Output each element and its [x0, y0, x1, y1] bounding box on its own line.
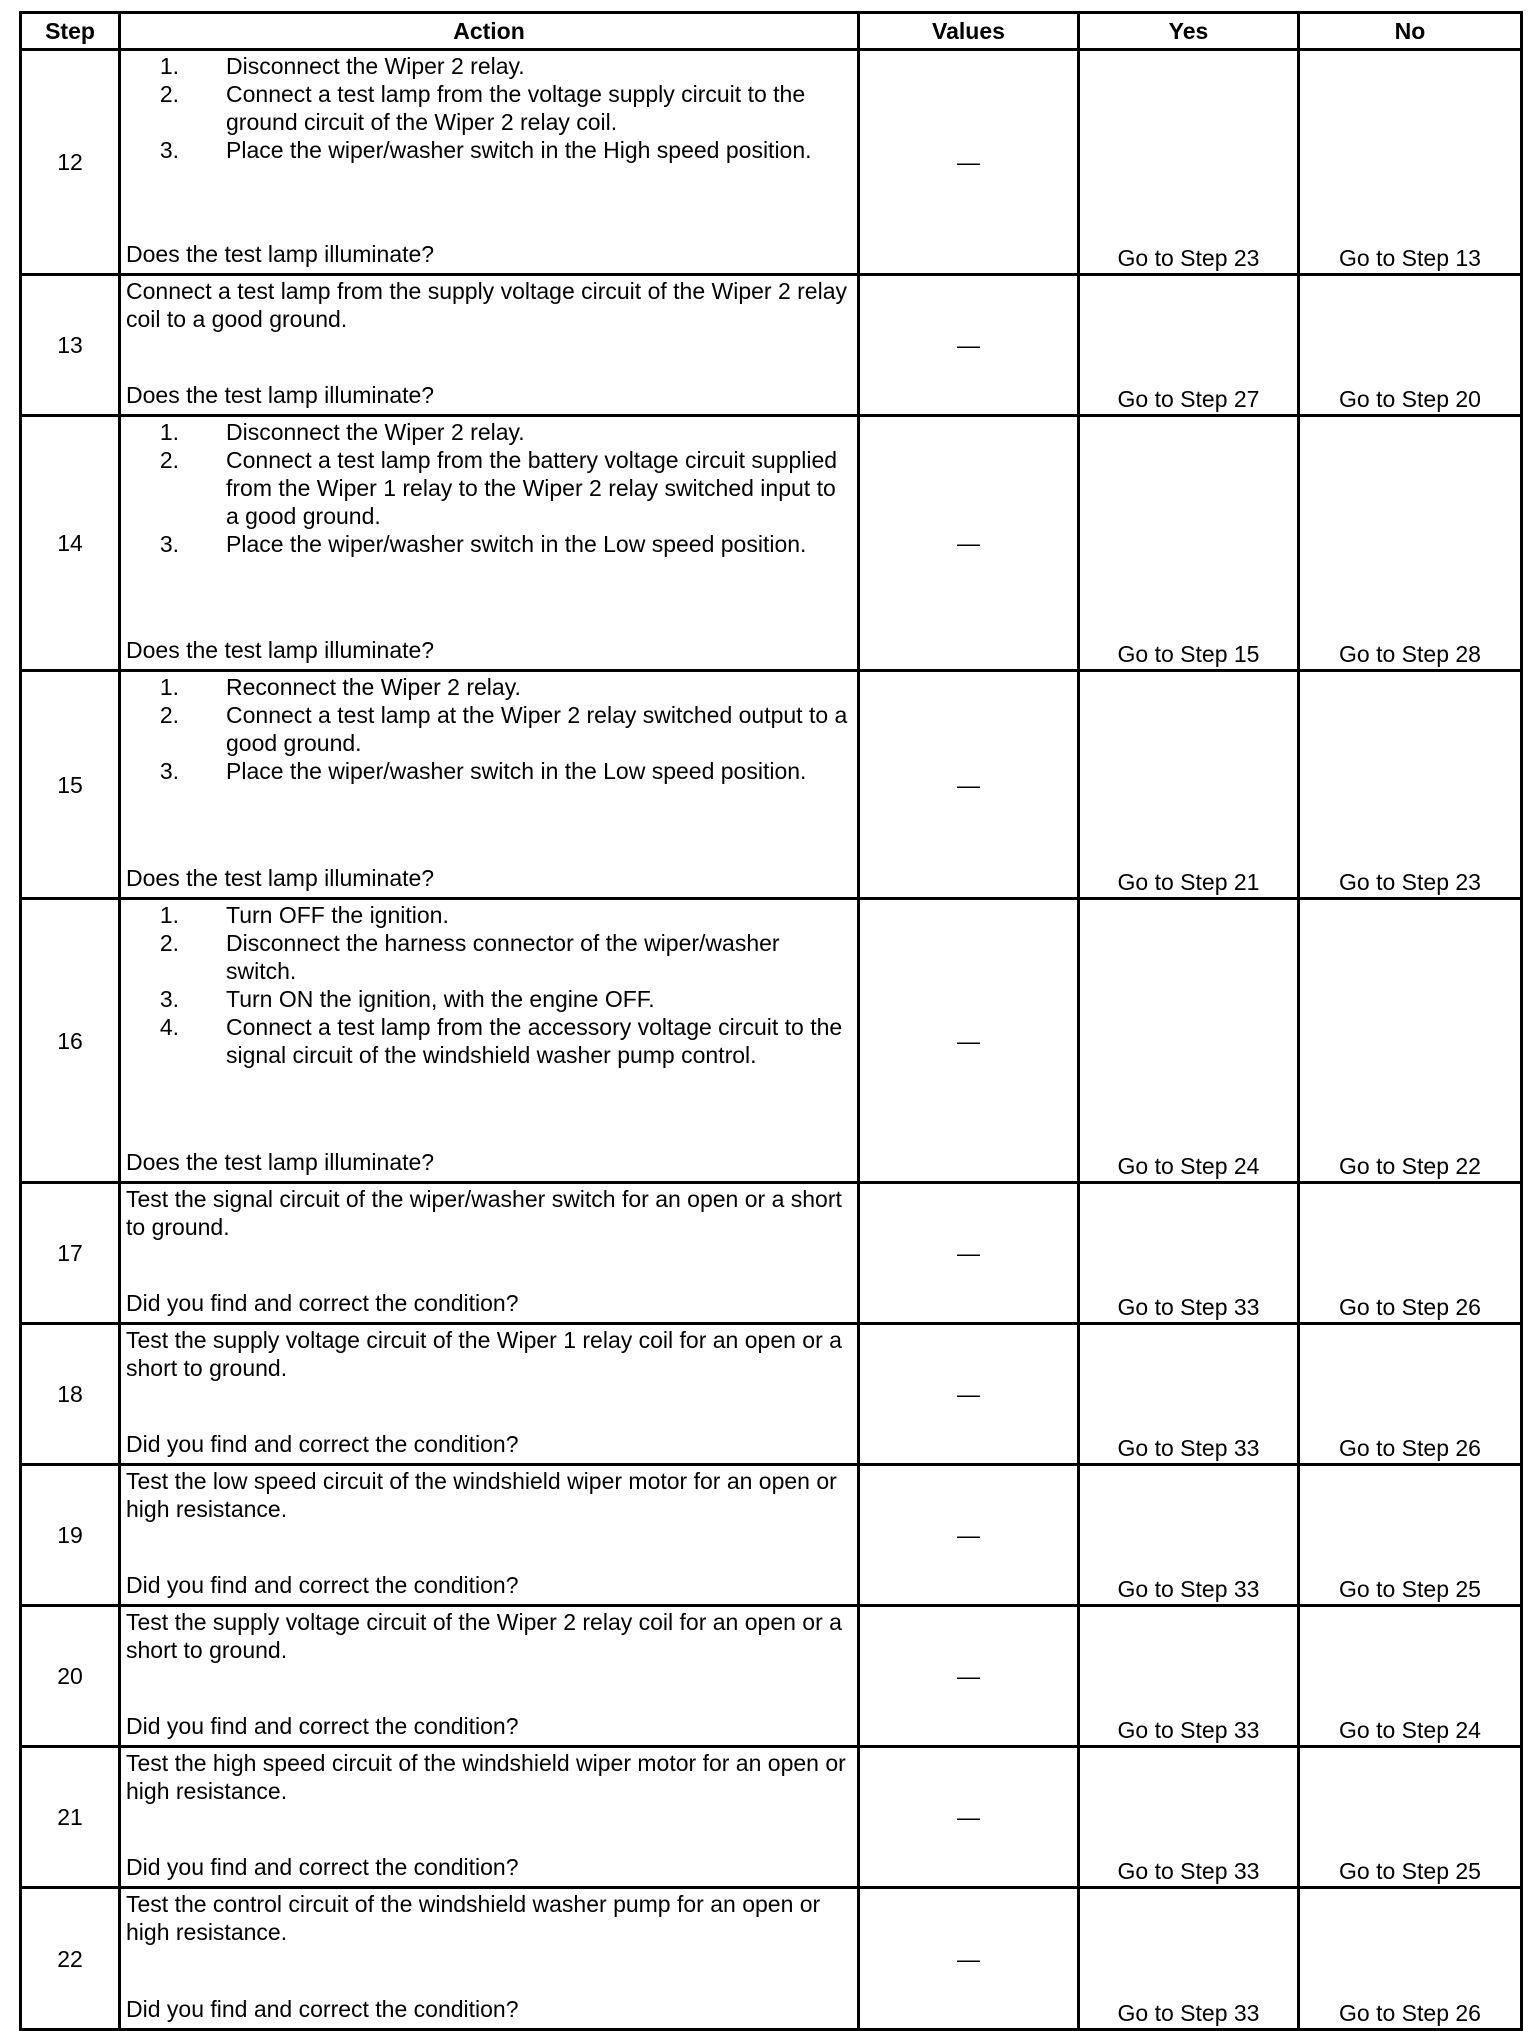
numbered-list: [126, 901, 853, 1069]
list-item-text: Place the wiper/washer switch in the Low speed position.: [226, 758, 807, 784]
action-content: [126, 52, 853, 268]
value-cell: —: [859, 1888, 1079, 2030]
no-result: Go to Step 26: [1299, 1888, 1522, 2030]
action-content: [126, 277, 853, 409]
list-item-number: 2.: [159, 447, 179, 473]
list-item-text: Disconnect the Wiper 2 relay.: [226, 419, 525, 445]
list-item-number: 2.: [159, 930, 179, 956]
value-cell: —: [859, 671, 1079, 899]
table-header: [21, 13, 1522, 50]
action-instructions: [126, 1185, 853, 1241]
table-row: [21, 1465, 1522, 1606]
no-result: Go to Step 26: [1299, 1183, 1522, 1324]
list-item: [126, 757, 853, 785]
value-cell: —: [859, 1183, 1079, 1324]
step-number: 12: [21, 50, 120, 275]
no-result: Go to Step 13: [1299, 50, 1522, 275]
table-row: [21, 50, 1522, 275]
step-number: 22: [21, 1888, 120, 2030]
list-item: [126, 418, 853, 446]
action-cell: [120, 1747, 859, 1888]
list-item-number: 3.: [159, 531, 179, 557]
action-instructions: [126, 901, 853, 1069]
action-question: Does the test lamp illuminate?: [126, 1149, 435, 1175]
step-number: 14: [21, 416, 120, 671]
yes-result: Go to Step 33: [1079, 1183, 1299, 1324]
table-row: [21, 1606, 1522, 1747]
step-number: 13: [21, 275, 120, 416]
yes-result: Go to Step 33: [1079, 1747, 1299, 1888]
action-question: Did you find and correct the condition?: [126, 1290, 519, 1316]
value-cell: —: [859, 1465, 1079, 1606]
list-item-number: 3.: [159, 986, 179, 1012]
no-result: Go to Step 22: [1299, 899, 1522, 1183]
list-item: [126, 673, 853, 701]
list-item: [126, 929, 853, 985]
value-cell: —: [859, 1324, 1079, 1465]
step-number: 21: [21, 1747, 120, 1888]
action-instructions: [126, 277, 853, 333]
action-text: Test the supply voltage circuit of the Wiper 2 relay coil for an open or a short to ground.: [126, 1609, 842, 1663]
action-question: Did you find and correct the condition?: [126, 1431, 519, 1457]
action-cell: [120, 275, 859, 416]
yes-result: Go to Step 24: [1079, 899, 1299, 1183]
numbered-list: [126, 52, 853, 164]
action-cell: [120, 1888, 859, 2030]
action-question: Did you find and correct the condition?: [126, 1996, 519, 2022]
yes-result: Go to Step 27: [1079, 275, 1299, 416]
header-no: No: [1299, 13, 1522, 50]
action-cell: [120, 1183, 859, 1324]
header-row: [21, 13, 1522, 50]
action-text: Test the high speed circuit of the windshield wiper motor for an open or high resistance.: [126, 1750, 846, 1804]
numbered-list: [126, 418, 853, 558]
header-values: Values: [859, 13, 1079, 50]
action-cell: [120, 416, 859, 671]
value-cell: —: [859, 275, 1079, 416]
action-instructions: [126, 673, 853, 785]
action-question: Does the test lamp illuminate?: [126, 637, 435, 663]
header-step: Step: [21, 13, 120, 50]
action-content: [126, 1608, 853, 1740]
table-row: [21, 671, 1522, 899]
table-row: [21, 899, 1522, 1183]
list-item-text: Connect a test lamp at the Wiper 2 relay switched output to a good ground.: [226, 702, 848, 756]
yes-result: Go to Step 33: [1079, 1606, 1299, 1747]
list-item: [126, 80, 853, 136]
list-item-number: 1.: [159, 419, 179, 445]
value-cell: —: [859, 50, 1079, 275]
list-item-number: 3.: [159, 137, 179, 163]
step-number: 15: [21, 671, 120, 899]
action-question: Did you find and correct the condition?: [126, 1713, 519, 1739]
action-text: Test the signal circuit of the wiper/washer switch for an open or a short to ground.: [126, 1186, 842, 1240]
no-result: Go to Step 25: [1299, 1747, 1522, 1888]
diagnostic-table: [19, 11, 1523, 2031]
list-item-number: 1.: [159, 902, 179, 928]
table-body: [21, 50, 1522, 2030]
list-item: [126, 530, 853, 558]
action-cell: [120, 50, 859, 275]
header-yes: Yes: [1079, 13, 1299, 50]
no-result: Go to Step 25: [1299, 1465, 1522, 1606]
action-instructions: [126, 1608, 853, 1664]
list-item: [126, 901, 853, 929]
table-row: [21, 416, 1522, 671]
list-item-text: Connect a test lamp from the accessory voltage circuit to the signal circuit of the windshield washer pump control.: [226, 1014, 843, 1068]
action-text: Connect a test lamp from the supply voltage circuit of the Wiper 2 relay coil to a good ground.: [126, 278, 847, 332]
step-number: 16: [21, 899, 120, 1183]
action-question: Did you find and correct the condition?: [126, 1854, 519, 1880]
list-item: [126, 136, 853, 164]
action-content: [126, 1749, 853, 1881]
action-instructions: [126, 1890, 853, 1946]
list-item-text: Place the wiper/washer switch in the Low speed position.: [226, 531, 807, 557]
yes-result: Go to Step 33: [1079, 1324, 1299, 1465]
list-item-text: Disconnect the Wiper 2 relay.: [226, 53, 525, 79]
action-instructions: [126, 1749, 853, 1805]
yes-result: Go to Step 33: [1079, 1465, 1299, 1606]
action-cell: [120, 1465, 859, 1606]
table-row: [21, 1324, 1522, 1465]
step-number: 20: [21, 1606, 120, 1747]
list-item-number: 2.: [159, 81, 179, 107]
action-instructions: [126, 418, 853, 558]
yes-result: Go to Step 21: [1079, 671, 1299, 899]
numbered-list: [126, 673, 853, 785]
action-content: [126, 1185, 853, 1317]
list-item-number: 3.: [159, 758, 179, 784]
action-content: [126, 1467, 853, 1599]
step-number: 17: [21, 1183, 120, 1324]
action-content: [126, 418, 853, 664]
table-row: [21, 1747, 1522, 1888]
value-cell: —: [859, 1606, 1079, 1747]
list-item-number: 1.: [159, 53, 179, 79]
action-instructions: [126, 52, 853, 164]
value-cell: —: [859, 416, 1079, 671]
list-item-number: 4.: [159, 1014, 179, 1040]
action-content: [126, 1890, 853, 2023]
yes-result: Go to Step 15: [1079, 416, 1299, 671]
table-row: [21, 1183, 1522, 1324]
action-text: Test the control circuit of the windshield washer pump for an open or high resistance.: [126, 1891, 821, 1945]
action-question: Does the test lamp illuminate?: [126, 241, 435, 267]
value-cell: —: [859, 1747, 1079, 1888]
no-result: Go to Step 20: [1299, 275, 1522, 416]
list-item-text: Connect a test lamp from the voltage supply circuit to the ground circuit of the Wiper 2 relay coil.: [226, 81, 806, 135]
action-content: [126, 673, 853, 892]
action-content: [126, 1326, 853, 1458]
table-row: [21, 275, 1522, 416]
list-item: [126, 701, 853, 757]
action-cell: [120, 899, 859, 1183]
list-item-text: Place the wiper/washer switch in the High speed position.: [226, 137, 812, 163]
no-result: Go to Step 26: [1299, 1324, 1522, 1465]
list-item-text: Turn OFF the ignition.: [226, 902, 449, 928]
header-action: Action: [120, 13, 859, 50]
action-question: Does the test lamp illuminate?: [126, 865, 435, 891]
yes-result: Go to Step 33: [1079, 1888, 1299, 2030]
action-cell: [120, 1606, 859, 1747]
table-row: [21, 1888, 1522, 2030]
action-text: Test the low speed circuit of the windshield wiper motor for an open or high resistance.: [126, 1468, 837, 1522]
list-item-number: 2.: [159, 702, 179, 728]
action-question: Does the test lamp illuminate?: [126, 382, 435, 408]
action-cell: [120, 1324, 859, 1465]
step-number: 18: [21, 1324, 120, 1465]
no-result: Go to Step 23: [1299, 671, 1522, 899]
action-instructions: [126, 1326, 853, 1382]
no-result: Go to Step 28: [1299, 416, 1522, 671]
list-item-text: Turn ON the ignition, with the engine OFF.: [226, 986, 655, 1012]
action-question: Did you find and correct the condition?: [126, 1572, 519, 1598]
list-item-text: Disconnect the harness connector of the wiper/washer switch.: [226, 930, 780, 984]
list-item-text: Connect a test lamp from the battery voltage circuit supplied from the Wiper 1 relay to the Wiper 2 relay switched input to a good ground.: [226, 447, 838, 529]
no-result: Go to Step 24: [1299, 1606, 1522, 1747]
action-cell: [120, 671, 859, 899]
list-item: [126, 1013, 853, 1069]
list-item: [126, 52, 853, 80]
action-text: Test the supply voltage circuit of the Wiper 1 relay coil for an open or a short to ground.: [126, 1327, 842, 1381]
action-instructions: [126, 1467, 853, 1523]
list-item-text: Reconnect the Wiper 2 relay.: [226, 674, 521, 700]
action-content: [126, 901, 853, 1176]
value-cell: —: [859, 899, 1079, 1183]
list-item: [126, 985, 853, 1013]
yes-result: Go to Step 23: [1079, 50, 1299, 275]
list-item: [126, 446, 853, 530]
list-item-number: 1.: [159, 674, 179, 700]
step-number: 19: [21, 1465, 120, 1606]
